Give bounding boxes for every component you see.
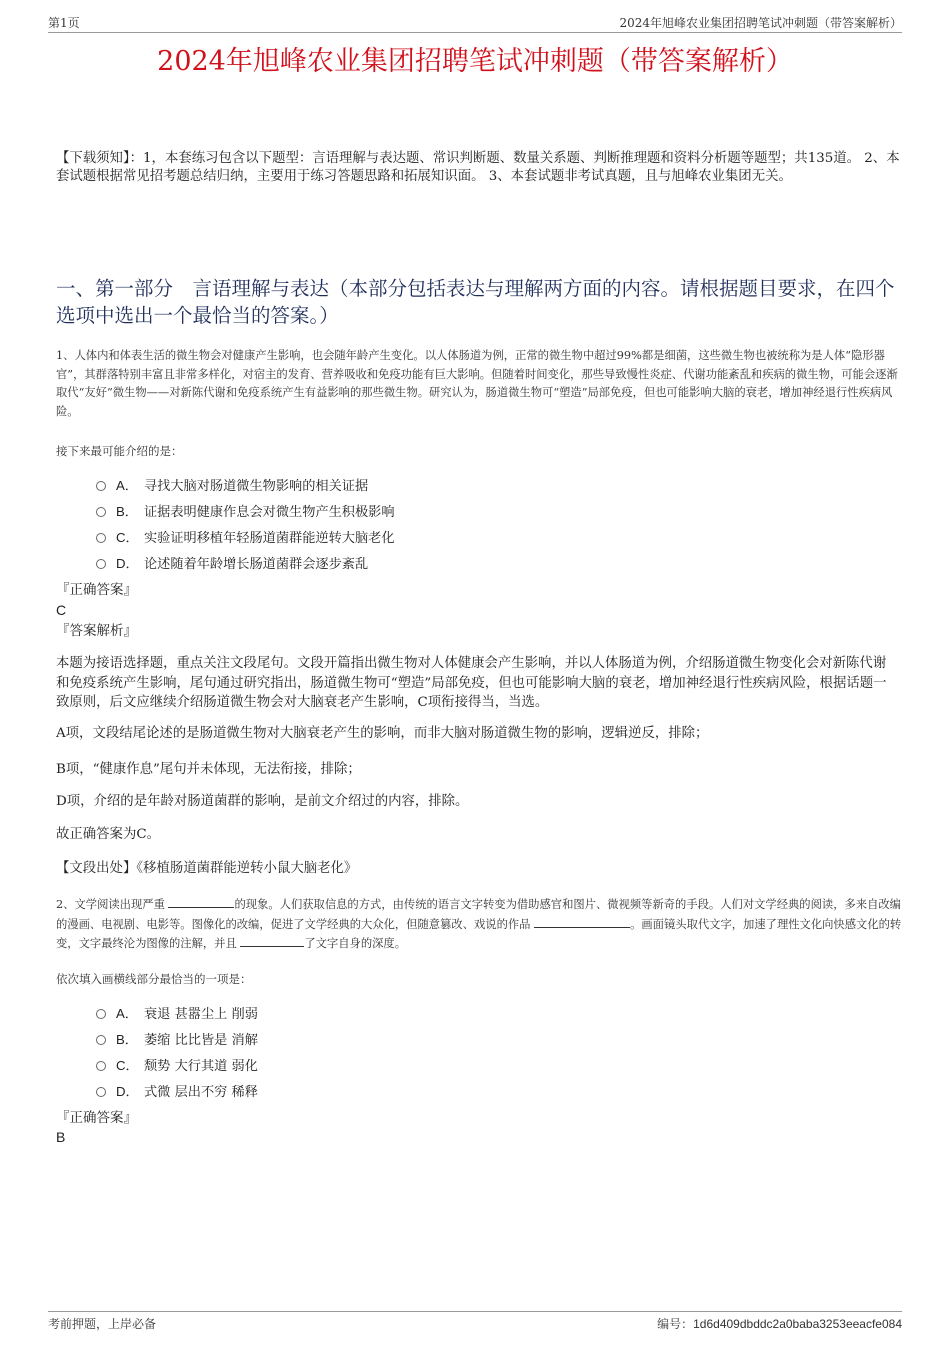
q2-answer-label: 『正确答案』 bbox=[56, 1110, 137, 1126]
q1-option-b[interactable] bbox=[96, 499, 395, 525]
radio-icon[interactable] bbox=[96, 481, 106, 491]
q1-analysis-a: A项，文段结尾论述的是肠道微生物对大脑衰老产生的影响，而非大脑对肠道微生物的影响，逻辑逆反，排除； bbox=[56, 726, 709, 741]
q1-conclusion: 故正确答案为C。 bbox=[56, 827, 160, 842]
option-key: B． bbox=[116, 1032, 138, 1047]
q2-prompt: 依次填入画横线部分最恰当的一项是： bbox=[56, 972, 252, 986]
footer-code bbox=[657, 1315, 902, 1333]
option-key: C． bbox=[116, 1058, 139, 1073]
q2-options bbox=[96, 1001, 258, 1105]
q2-answer: B bbox=[56, 1129, 66, 1145]
q2-stem bbox=[56, 895, 906, 954]
option-text: 实验证明移植年轻肠道菌群能逆转大脑老化 bbox=[144, 531, 395, 546]
section-heading: 一、第一部分 言语理解与表达（本部分包括表达与理解两方面的内容。请根据题目要求，在四个选项中选出一个最恰当的答案。） bbox=[56, 277, 895, 327]
option-text: 颓势 大行其道 弱化 bbox=[144, 1059, 258, 1074]
q1-answer: C bbox=[56, 602, 67, 618]
fill-blank-2 bbox=[534, 915, 630, 928]
radio-icon[interactable] bbox=[96, 559, 106, 569]
option-key: D． bbox=[116, 556, 139, 571]
q2-option-c[interactable] bbox=[96, 1053, 258, 1079]
download-notice: 【下载须知】：1，本套练习包含以下题型：言语理解与表达题、常识判断题、数量关系题、判断推理题和资料分析题等题型；共135道。 2、本套试题根据常见招考题总结归纳，主要用于练习答题思路和拓展知识面。 3、本套试题非考试真题，且与旭峰农业集团无关。 bbox=[56, 151, 900, 184]
fill-blank-1 bbox=[168, 895, 234, 908]
q1-analysis-d: D项，介绍的是年龄对肠道菌群的影响，是前文介绍过的内容，排除。 bbox=[56, 794, 469, 809]
option-text: 论述随着年龄增长肠道菌群会逐步紊乱 bbox=[144, 557, 369, 572]
code-value: 1d6d409dbddc2a0baba3253eeacfe084 bbox=[693, 1317, 902, 1331]
page-footer bbox=[48, 1311, 902, 1333]
q2-option-a[interactable] bbox=[96, 1001, 258, 1027]
stem-text: 了文字自身的深度。 bbox=[304, 937, 407, 950]
option-key: A． bbox=[116, 478, 138, 493]
radio-icon[interactable] bbox=[96, 507, 106, 517]
radio-icon[interactable] bbox=[96, 1009, 106, 1019]
q1-stem: 1、人体内和体表生活的微生物会对健康产生影响，也会随年龄产生变化。以人体肠道为例，正常的微生物中超过99%都是细菌，这些微生物也被统称为是人体“隐形器官”，其群落特别丰富且非常多样化，对宿主的发育、营养吸收和免疫功能有巨大影响。但随着时间变化，那些导致慢性炎症、代谢功能紊乱和疾病的微生物，可能会逐渐取代“友好”微生物——对新陈代谢和免疫系统产生有益影响的那些微生物。研究认为，肠道微生物可“塑造”局部免疫，但也可能影响大脑的衰老，增加神经退行性疾病风险。 bbox=[56, 349, 898, 418]
q1-option-c[interactable] bbox=[96, 525, 395, 551]
option-key: A． bbox=[116, 1006, 138, 1021]
radio-icon[interactable] bbox=[96, 533, 106, 543]
fill-blank-3 bbox=[240, 934, 304, 947]
q1-option-d[interactable] bbox=[96, 551, 395, 577]
radio-icon[interactable] bbox=[96, 1061, 106, 1071]
q2-option-b[interactable] bbox=[96, 1027, 258, 1053]
page-number: 第1页 bbox=[48, 16, 80, 30]
page-header bbox=[48, 14, 902, 33]
option-text: 萎缩 比比皆是 消解 bbox=[144, 1033, 258, 1048]
page-title: 2024年旭峰农业集团招聘笔试冲刺题（带答案解析） bbox=[157, 46, 793, 77]
option-text: 衰退 甚嚣尘上 削弱 bbox=[144, 1007, 258, 1022]
stem-text: 的现象。人们获取信息的方式，由传统的语言文字转变为借助感官和图片、微视频等新奇的手段。人们对文学经典的阅读，多来自改编的漫画、电视剧、电影等。图像化的改编，促进了文学经典的大众化，但随意篡改、戏说的作品 bbox=[56, 898, 901, 931]
radio-icon[interactable] bbox=[96, 1035, 106, 1045]
q1-options bbox=[96, 473, 395, 577]
option-text: 证据表明健康作息会对微生物产生积极影响 bbox=[144, 505, 395, 520]
q1-analysis-label: 『答案解析』 bbox=[56, 623, 137, 639]
header-doc-title: 2024年旭峰农业集团招聘笔试冲刺题（带答案解析） bbox=[619, 16, 902, 30]
q1-option-a[interactable] bbox=[96, 473, 395, 499]
radio-icon[interactable] bbox=[96, 1087, 106, 1097]
option-text: 寻找大脑对肠道微生物影响的相关证据 bbox=[144, 479, 369, 494]
q1-prompt: 接下来最可能介绍的是： bbox=[56, 444, 183, 458]
q1-analysis-main: 本题为接语选择题，重点关注文段尾句。文段开篇指出微生物对人体健康会产生影响，并以人体肠道为例，介绍肠道微生物变化会对新陈代谢和免疫系统产生影响，尾句通过研究指出，肠道微生物可“塑造”局部免疫，但也可能影响大脑的衰老，增加神经退行性疾病风险，根据话题一致原则，后文应继续介绍肠道微生物会对大脑衰老产生影响，C项衔接得当，当选。 bbox=[56, 656, 887, 710]
option-text: 式微 层出不穷 稀释 bbox=[144, 1085, 258, 1100]
stem-text: 2、文学阅读出现严重 bbox=[56, 898, 169, 911]
footer-slogan: 考前押题，上岸必备 bbox=[48, 1317, 157, 1331]
q1-source: 【文段出处】《移植肠道菌群能逆转小鼠大脑老化》 bbox=[56, 861, 358, 876]
code-label: 编号： bbox=[657, 1317, 694, 1331]
option-key: C． bbox=[116, 530, 139, 545]
q1-answer-label: 『正确答案』 bbox=[56, 582, 137, 598]
option-key: D． bbox=[116, 1084, 139, 1099]
stem-text: 。画面镜头取代文字，加速了理性文化向快感文化的转变，文字最终沦为图像的注解，并且 bbox=[56, 917, 902, 950]
q1-analysis-b: B项，“健康作息”尾句并未体现，无法衔接，排除； bbox=[56, 762, 361, 777]
option-key: B． bbox=[116, 504, 138, 519]
q2-option-d[interactable] bbox=[96, 1079, 258, 1105]
